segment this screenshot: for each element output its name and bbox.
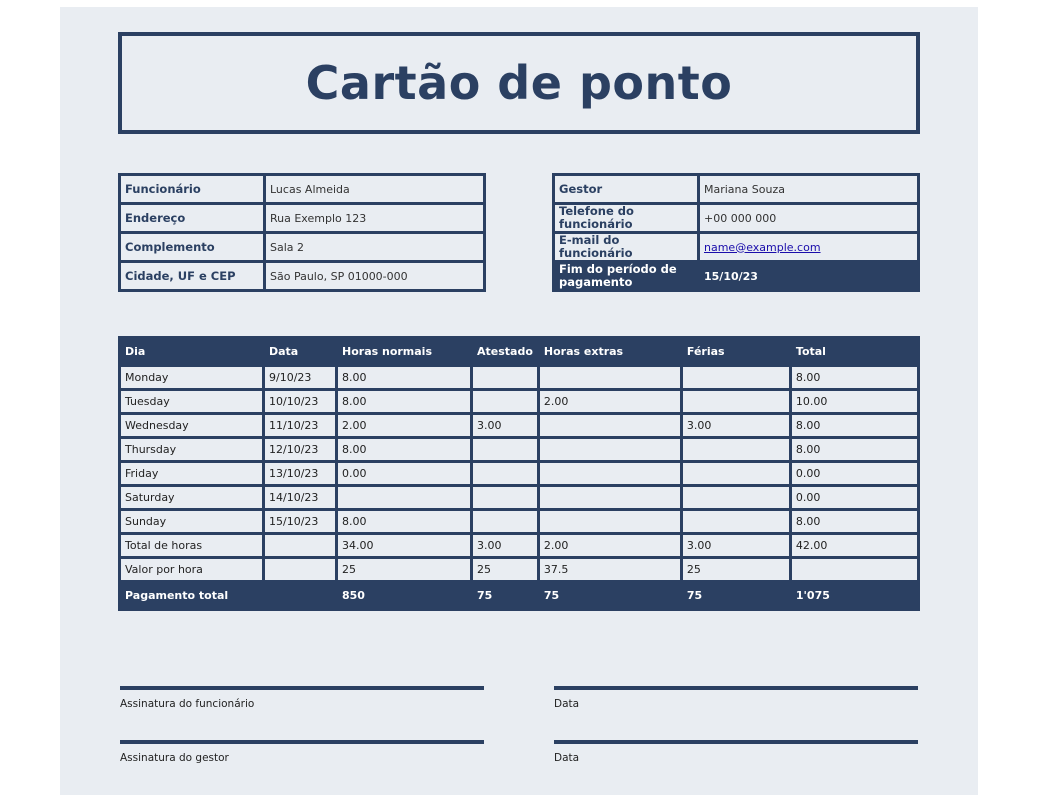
cell-sick-leave[interactable]: [473, 511, 537, 532]
employee-signature: [120, 686, 484, 710]
manager-date-label: Data: [554, 752, 580, 764]
pay-period-end-label: Fim do período de pagamento: [555, 263, 697, 289]
manager-signature-label: Assinatura do gestor: [120, 752, 229, 764]
cell-overtime[interactable]: 37.5: [540, 559, 680, 580]
complement-label: Complemento: [121, 234, 263, 260]
cell-total[interactable]: 10.00: [792, 391, 917, 412]
total-cell-sick-leave: 75: [473, 583, 537, 608]
cell-overtime[interactable]: [540, 367, 680, 388]
cell-date[interactable]: 14/10/23: [265, 487, 335, 508]
table-row: [121, 439, 917, 460]
cell-day: Total de horas: [121, 535, 262, 556]
cell-regular-hours[interactable]: 8.00: [338, 367, 470, 388]
header-vacation: Férias: [683, 339, 789, 364]
cell-overtime[interactable]: 2.00: [540, 535, 680, 556]
table-row: [121, 367, 917, 388]
cell-overtime[interactable]: [540, 511, 680, 532]
employee-signature-date: [554, 686, 918, 710]
cell-day: Wednesday: [121, 415, 262, 436]
cell-regular-hours[interactable]: 25: [338, 559, 470, 580]
cell-vacation[interactable]: 25: [683, 559, 789, 580]
cell-total[interactable]: 0.00: [792, 487, 917, 508]
header-regular-hours: Horas normais: [338, 339, 470, 364]
email-cell: [700, 234, 917, 260]
employee-signature-label: Assinatura do funcionário: [120, 698, 255, 710]
cell-vacation[interactable]: [683, 367, 789, 388]
info-row-pay-period-end: [555, 263, 917, 289]
cell-date[interactable]: 13/10/23: [265, 463, 335, 484]
cell-day: Thursday: [121, 439, 262, 460]
cell-date[interactable]: 9/10/23: [265, 367, 335, 388]
cell-total[interactable]: 8.00: [792, 439, 917, 460]
email-label: E-mail do funcionário: [555, 234, 697, 260]
address-label: Endereço: [121, 205, 263, 231]
email-link[interactable]: name@example.com: [704, 240, 821, 254]
cell-day: Monday: [121, 367, 262, 388]
employee-date-line[interactable]: [554, 686, 918, 690]
cell-overtime[interactable]: 2.00: [540, 391, 680, 412]
info-row-phone: [555, 205, 917, 231]
cell-sick-leave[interactable]: 3.00: [473, 535, 537, 556]
cell-date[interactable]: 15/10/23: [265, 511, 335, 532]
header-sick-leave: Atestado: [473, 339, 537, 364]
cell-sick-leave[interactable]: [473, 487, 537, 508]
total-cell-day: Pagamento total: [121, 583, 262, 608]
cell-vacation[interactable]: [683, 391, 789, 412]
info-row-address: [121, 205, 483, 231]
table-row: [121, 535, 917, 556]
header-overtime: Horas extras: [540, 339, 680, 364]
employee-value[interactable]: Lucas Almeida: [266, 176, 483, 202]
cell-regular-hours[interactable]: 2.00: [338, 415, 470, 436]
total-cell-overtime: 75: [540, 583, 680, 608]
table-row: [121, 559, 917, 580]
total-payment-row: [121, 583, 917, 608]
cell-total[interactable]: 8.00: [792, 511, 917, 532]
manager-label: Gestor: [555, 176, 697, 202]
address-value[interactable]: Rua Exemplo 123: [266, 205, 483, 231]
employee-date-label: Data: [554, 698, 580, 710]
cell-regular-hours[interactable]: 0.00: [338, 463, 470, 484]
timesheet-table: [118, 336, 920, 611]
page-title: Cartão de ponto: [305, 56, 733, 110]
cell-day: Tuesday: [121, 391, 262, 412]
timesheet-header-row: [121, 339, 917, 364]
cell-regular-hours[interactable]: 8.00: [338, 439, 470, 460]
cell-sick-leave[interactable]: [473, 367, 537, 388]
cell-sick-leave[interactable]: [473, 391, 537, 412]
cell-date[interactable]: 11/10/23: [265, 415, 335, 436]
cell-vacation[interactable]: [683, 511, 789, 532]
header-day: Dia: [121, 339, 262, 364]
table-row: [121, 463, 917, 484]
timesheet-body: [121, 367, 917, 608]
cell-regular-hours[interactable]: [338, 487, 470, 508]
cell-total[interactable]: 8.00: [792, 367, 917, 388]
header-total: Total: [792, 339, 917, 364]
table-row: [121, 487, 917, 508]
info-row-employee: [121, 176, 483, 202]
cell-date[interactable]: 10/10/23: [265, 391, 335, 412]
cell-day: Valor por hora: [121, 559, 262, 580]
table-row: [121, 511, 917, 532]
cell-date[interactable]: [265, 559, 335, 580]
cell-overtime[interactable]: [540, 415, 680, 436]
phone-label: Telefone do funcionário: [555, 205, 697, 231]
cell-regular-hours[interactable]: 8.00: [338, 391, 470, 412]
employee-signature-line[interactable]: [120, 686, 484, 690]
cell-sick-leave[interactable]: 25: [473, 559, 537, 580]
info-row-city: [121, 263, 483, 289]
total-cell-total: 1'075: [792, 583, 917, 608]
cell-total[interactable]: [792, 559, 917, 580]
cell-total[interactable]: 42.00: [792, 535, 917, 556]
complement-value[interactable]: Sala 2: [266, 234, 483, 260]
manager-info-table: [552, 173, 920, 292]
city-value[interactable]: São Paulo, SP 01000-000: [266, 263, 483, 289]
info-row-email: [555, 234, 917, 260]
manager-signature-line[interactable]: [120, 740, 484, 744]
total-cell-vacation: 75: [683, 583, 789, 608]
table-row: [121, 415, 917, 436]
cell-date[interactable]: [265, 535, 335, 556]
cell-vacation[interactable]: [683, 487, 789, 508]
cell-vacation[interactable]: 3.00: [683, 415, 789, 436]
city-label: Cidade, UF e CEP: [121, 263, 263, 289]
info-row-manager: [555, 176, 917, 202]
cell-regular-hours[interactable]: 34.00: [338, 535, 470, 556]
pay-period-end-value[interactable]: 15/10/23: [700, 263, 917, 289]
cell-overtime[interactable]: [540, 439, 680, 460]
cell-vacation[interactable]: [683, 439, 789, 460]
cell-day: Sunday: [121, 511, 262, 532]
cell-day: Friday: [121, 463, 262, 484]
table-row: [121, 391, 917, 412]
info-row-complement: [121, 234, 483, 260]
timecard-sheet: [60, 7, 978, 795]
employee-info-table: [118, 173, 486, 292]
cell-sick-leave[interactable]: 3.00: [473, 415, 537, 436]
cell-date[interactable]: 12/10/23: [265, 439, 335, 460]
header-date: Data: [265, 339, 335, 364]
phone-value[interactable]: +00 000 000: [700, 205, 917, 231]
cell-overtime[interactable]: [540, 487, 680, 508]
title-box: [118, 32, 920, 134]
cell-total[interactable]: 8.00: [792, 415, 917, 436]
cell-regular-hours[interactable]: 8.00: [338, 511, 470, 532]
total-cell-regular-hours: 850: [338, 583, 470, 608]
cell-vacation[interactable]: [683, 463, 789, 484]
manager-value[interactable]: Mariana Souza: [700, 176, 917, 202]
cell-vacation[interactable]: 3.00: [683, 535, 789, 556]
cell-day: Saturday: [121, 487, 262, 508]
manager-date-line[interactable]: [554, 740, 918, 744]
cell-sick-leave[interactable]: [473, 439, 537, 460]
cell-sick-leave[interactable]: [473, 463, 537, 484]
total-cell-date: [265, 583, 335, 608]
cell-total[interactable]: 0.00: [792, 463, 917, 484]
cell-overtime[interactable]: [540, 463, 680, 484]
manager-signature-date: [554, 740, 918, 764]
employee-label: Funcionário: [121, 176, 263, 202]
manager-signature: [120, 740, 484, 764]
